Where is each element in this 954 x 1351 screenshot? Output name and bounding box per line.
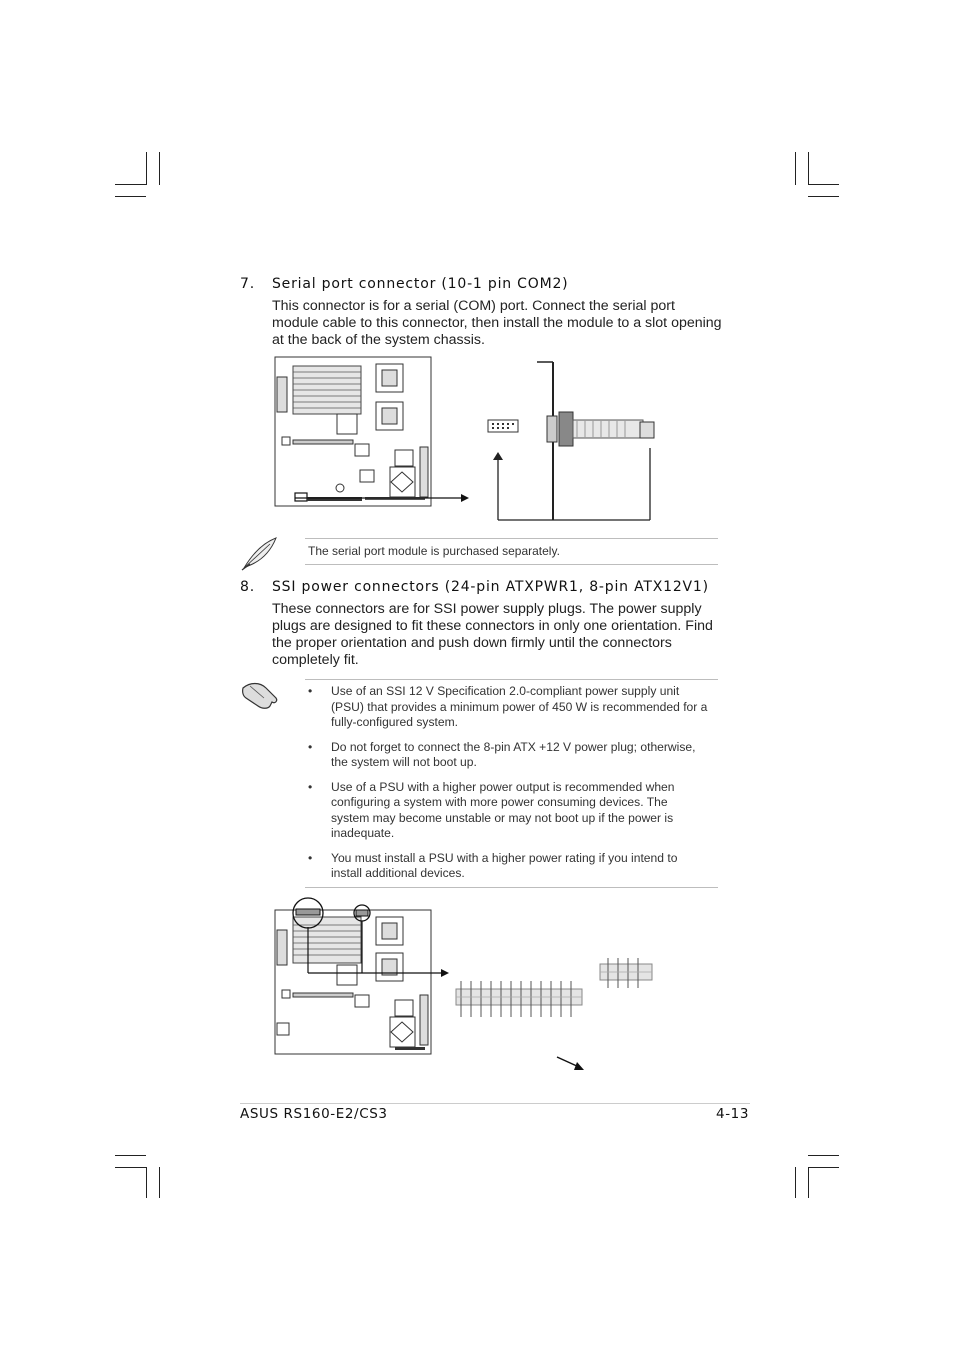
section-title: SSI power connectors (24-pin ATXPWR1, 8-pin ATX12V1)	[272, 579, 709, 595]
section-number: 7.	[240, 276, 255, 292]
crop-mark	[795, 152, 796, 185]
footer-page-number: 4-13	[716, 1106, 750, 1122]
hand-icon	[240, 676, 280, 714]
section-heading	[240, 276, 568, 292]
note-text: The serial port module is purchased separately.	[308, 544, 560, 558]
atx12v1-connector-diagram	[596, 954, 658, 992]
footer-rule	[240, 1103, 750, 1104]
crop-mark	[115, 196, 146, 197]
section-title: Serial port connector (10-1 pin COM2)	[272, 276, 569, 292]
section-number: 8.	[240, 579, 255, 595]
crop-mark	[146, 1167, 147, 1198]
crop-mark	[808, 152, 809, 185]
crop-mark	[115, 1155, 146, 1156]
pointer-arrow	[555, 1055, 587, 1073]
motherboard-com2-diagram	[265, 352, 480, 512]
crop-mark	[159, 1167, 160, 1198]
list-item: • You must install a PSU with a higher power rating if you intend to install additional devices.	[308, 850, 678, 880]
feather-pen-icon	[240, 534, 280, 572]
caution-list	[308, 684, 708, 891]
note-rule-top	[305, 538, 718, 539]
section-body: These connectors are for SSI power supply plugs. The power supply plugs are designed to fit these connectors in only one orientation. Find the proper orientation and push down firmly until the connectors completely fit.	[272, 601, 713, 668]
section-body: This connector is for a serial (COM) port. Connect the serial port module cable to this connector, then install the module to a slot opening at the back of the system chassis.	[272, 298, 722, 348]
crop-mark	[795, 1167, 796, 1198]
atxpwr1-connector-diagram	[452, 975, 590, 1021]
crop-mark	[115, 1167, 146, 1168]
note-rule-bottom	[305, 564, 718, 565]
list-item: • Do not forget to connect the 8-pin ATX +12 V power plug; otherwise, the system will not boot up.	[308, 739, 696, 769]
caution-rule-top	[305, 679, 718, 680]
crop-mark	[808, 1167, 839, 1168]
crop-mark	[159, 152, 160, 185]
footer-product: ASUS RS160-E2/CS3	[240, 1106, 388, 1122]
crop-mark	[146, 152, 147, 185]
crop-mark	[115, 184, 146, 185]
crop-mark	[808, 1167, 809, 1198]
list-item: • Use of a PSU with a higher power output is recommended when configuring a system with more power consuming devices. The system may become unstable or may not boot up if the power is inadequate.	[308, 779, 675, 840]
section-heading	[240, 579, 709, 595]
crop-mark	[808, 184, 839, 185]
serial-module-diagram	[485, 352, 665, 522]
crop-mark	[808, 1155, 839, 1156]
motherboard-power-diagram	[265, 895, 460, 1060]
list-item: • Use of an SSI 12 V Specification 2.0-compliant power supply unit (PSU) that provides a minimum power of 450 W is recommended for a fully-configured system.	[308, 684, 708, 729]
crop-mark	[808, 196, 839, 197]
